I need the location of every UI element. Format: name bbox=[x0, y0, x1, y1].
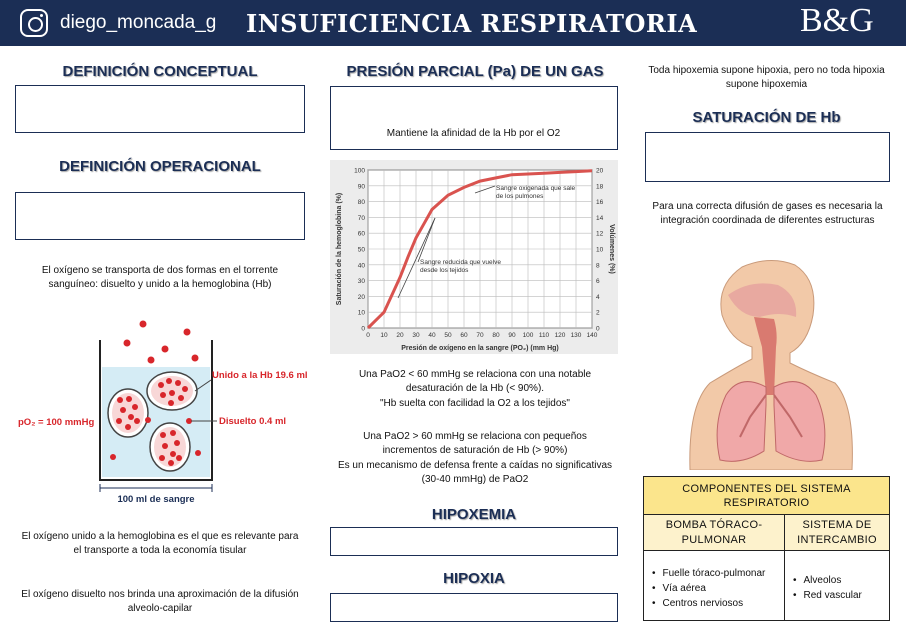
brand-logo: B&G bbox=[800, 2, 874, 39]
diffusion-text: Para una correcta difusión de gases es necesaria la integración coordinada de diferentes estructuras bbox=[652, 201, 883, 226]
transport-text: El oxígeno se transporta de dos formas en el torrente sanguíneo: disuelto y unido a la hemoglobina (Hb) bbox=[41, 265, 279, 290]
x-tick-label: 90 bbox=[508, 332, 516, 339]
table-cell-bomba bbox=[644, 551, 785, 620]
def-conceptual-title: DEFINICIÓN CONCEPTUAL bbox=[62, 63, 258, 80]
dissociation-chart-svg bbox=[330, 160, 618, 354]
high-pao2-text: Una PaO2 > 60 mmHg se relaciona con pequeños incrementos de saturación de Hb (> 90%) bbox=[363, 431, 587, 456]
page-title: INSUFICIENCIA RESPIRATORIA bbox=[246, 9, 698, 38]
pa-box-text: Mantiene la afinidad de la Hb por el O2 bbox=[386, 128, 561, 139]
y2-tick-label: 10 bbox=[596, 246, 604, 254]
y-tick-label: 0 bbox=[361, 325, 365, 333]
respiratory-anatomy-illustration bbox=[670, 255, 870, 470]
x-tick-label: 140 bbox=[586, 332, 598, 339]
volume-label: 100 ml de sangre bbox=[117, 494, 195, 505]
x-tick-label: 130 bbox=[570, 332, 582, 339]
components-table bbox=[643, 476, 890, 621]
x-tick-label: 120 bbox=[554, 332, 566, 339]
y2-tick-label: 8 bbox=[596, 262, 600, 270]
hipoxemia-title: HIPOXEMIA bbox=[431, 506, 517, 523]
hypoxemia-hypoxia-note: Toda hipoxemia supone hipoxia, pero no toda hipoxia supone hipoxemia bbox=[648, 65, 885, 90]
y2-tick-label: 6 bbox=[596, 278, 600, 286]
y2-tick-label: 4 bbox=[596, 293, 600, 301]
x-tick-label: 80 bbox=[492, 332, 500, 339]
pa-box bbox=[330, 86, 618, 150]
dissociation-chart bbox=[330, 160, 618, 354]
table-cell-intercambio bbox=[785, 551, 889, 620]
instagram-icon[interactable] bbox=[20, 9, 48, 37]
table-col-intercambio: SISTEMA DE INTERCAMBIO bbox=[785, 515, 889, 551]
saturacion-box bbox=[645, 132, 890, 182]
list-item: • Centros nerviosos bbox=[652, 596, 784, 611]
y2-tick-label: 0 bbox=[596, 325, 600, 333]
low-pao2-quote: "Hb suelta con facilidad la O2 a los tejidos" bbox=[380, 398, 570, 409]
table-title: COMPONENTES DEL SISTEMA RESPIRATORIO bbox=[644, 477, 889, 515]
table-col-bomba: BOMBA TÓRACO-PULMONAR bbox=[644, 515, 785, 551]
def-operacional-title: DEFINICIÓN OPERACIONAL bbox=[59, 158, 261, 175]
y-tick-label: 20 bbox=[357, 293, 365, 301]
y2-tick-label: 14 bbox=[596, 214, 604, 222]
y-tick-label: 70 bbox=[357, 214, 365, 222]
y2-tick-label: 16 bbox=[596, 199, 604, 207]
author-handle[interactable]: diego_moncada_g bbox=[60, 12, 217, 33]
y2-tick-label: 18 bbox=[596, 183, 604, 191]
x-tick-label: 10 bbox=[380, 332, 388, 339]
list-item: • Vía aérea bbox=[652, 581, 784, 596]
def-operacional-box bbox=[15, 192, 305, 240]
bound-oxygen-text: El oxígeno unido a la hemoglobina es el que es relevante para el transporte a toda la economía tisular bbox=[21, 531, 299, 556]
bound-label: Unido a la Hb 19.6 ml bbox=[212, 370, 308, 381]
dissolved-oxygen-text: El oxígeno disuelto nos brinda una aproximación de la difusión alveolo-capilar bbox=[21, 589, 299, 614]
x-tick-label: 60 bbox=[460, 332, 468, 339]
svg-text:Sangre oxigenada que salede lo: Sangre oxigenada que sale de los pulmones bbox=[496, 185, 576, 200]
dissolved-label: Disuelto 0.4 ml bbox=[219, 416, 287, 427]
x-tick-label: 30 bbox=[412, 332, 420, 339]
svg-text:Sangre reducida que vuelvedesd: Sangre reducida que vuelve desde los tejidos bbox=[420, 259, 501, 274]
y-tick-label: 80 bbox=[357, 199, 365, 207]
y-tick-label: 60 bbox=[357, 230, 365, 238]
blood-beaker-illustration bbox=[15, 315, 315, 515]
saturacion-title: SATURACIÓN DE Hb bbox=[692, 109, 841, 126]
list-item: • Red vascular bbox=[793, 588, 889, 603]
y-tick-label: 40 bbox=[357, 262, 365, 270]
x-tick-label: 0 bbox=[366, 332, 370, 339]
y-tick-label: 90 bbox=[357, 183, 365, 191]
list-item: • Fuelle tóraco-pulmonar bbox=[652, 566, 784, 581]
y-tick-label: 30 bbox=[357, 278, 365, 286]
list-item: • Alveolos bbox=[793, 573, 889, 588]
hipoxemia-box bbox=[330, 527, 618, 556]
hipoxia-box bbox=[330, 593, 618, 622]
hipoxia-title: HIPOXIA bbox=[443, 570, 505, 587]
high-pao2-defense-text: Es un mecanismo de defensa frente a caídas no significativas (30-40 mmHg) de PaO2 bbox=[337, 460, 613, 485]
y-tick-label: 10 bbox=[357, 309, 365, 317]
x-tick-label: 100 bbox=[522, 332, 534, 339]
x-tick-label: 110 bbox=[538, 332, 550, 339]
y2-tick-label: 20 bbox=[596, 167, 604, 175]
y2-tick-label: 12 bbox=[596, 230, 604, 238]
x-axis-label: Presión de oxígeno en la sangre (PO₂) (mm Hg) bbox=[401, 345, 559, 352]
y2-tick-label: 2 bbox=[596, 309, 600, 317]
x-tick-label: 70 bbox=[476, 332, 484, 339]
x-tick-label: 20 bbox=[396, 332, 404, 339]
y-tick-label: 50 bbox=[357, 246, 365, 254]
y-axis-label: Saturación de la hemoglobina (%) bbox=[336, 192, 343, 306]
header-bar bbox=[0, 0, 906, 46]
x-tick-label: 40 bbox=[428, 332, 436, 339]
po2-label: pO₂ = 100 mmHg bbox=[18, 417, 95, 428]
def-conceptual-box bbox=[15, 85, 305, 133]
low-pao2-text: Una PaO2 < 60 mmHg se relaciona con una notable desaturación de la Hb (< 90%). bbox=[358, 369, 592, 394]
pa-title: PRESIÓN PARCIAL (Pa) DE UN GAS bbox=[346, 63, 604, 80]
y2-axis-label: Volúmenes (%) bbox=[608, 224, 615, 274]
y-tick-label: 100 bbox=[354, 167, 365, 175]
x-tick-label: 50 bbox=[444, 332, 452, 339]
oxygen-dots-above bbox=[124, 321, 199, 364]
